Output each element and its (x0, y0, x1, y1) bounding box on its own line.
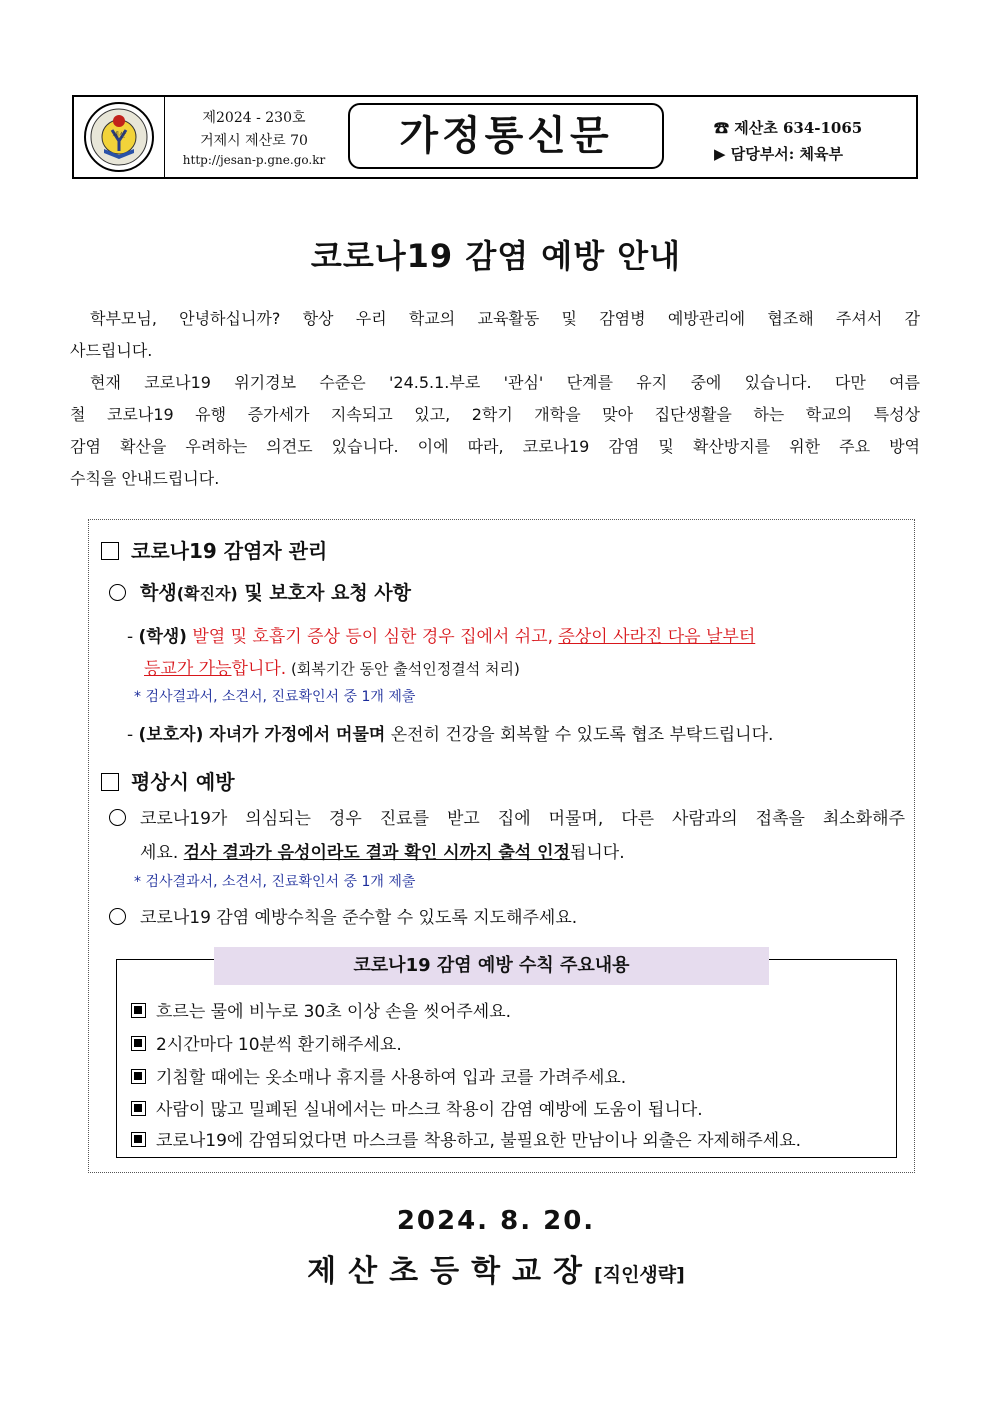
phone-contact: ☎ 제산초 634-1065 (714, 119, 863, 137)
empty-square-icon (101, 773, 119, 791)
document-submission-note-2: * 검사결과서, 소견서, 진료확인서 중 1개 제출 (134, 874, 416, 890)
issue-number: 제2024 - 230호 (202, 110, 306, 126)
subsection-requests: 학생(확진자) 및 보호자 요청 사항 (109, 578, 411, 605)
intro-p2-line3: 감염 확산을 우려하는 의견도 있습니다. 이에 따라, 코로나19 감염 및 확산방지를 위한 주요 방역 (70, 437, 920, 456)
student-instruction-cont: 등교가 가능합니다. (회복기간 동안 출석인정결석 처리) (144, 659, 520, 679)
intro-p2-line4: 수칙을 안내드립니다. (70, 469, 220, 488)
school-logo (74, 97, 164, 177)
circle-bullet-icon (109, 908, 126, 925)
rules-title: 코로나19 감염 예방 수칙 주요내용 (214, 947, 769, 985)
department: ▶ 담당부서: 체육부 (714, 145, 843, 163)
rule-item: 기침할 때에는 옷소매나 휴지를 사용하여 입과 코를 가려주세요. (131, 1063, 626, 1088)
prevention-item-1-cont: 세요. 검사 결과가 음성이라도 결과 확인 시까지 출석 인정됩니다. (140, 843, 625, 863)
rule-item: 2시간마다 10분씩 환기해주세요. (131, 1030, 402, 1055)
circle-bullet-icon (109, 584, 126, 601)
principal-signature: 제산초등학교장[직인생략] (307, 1254, 685, 1289)
doc-type-title: 가정통신문 (348, 103, 664, 169)
circle-bullet-icon (109, 809, 126, 826)
filled-square-icon (131, 1132, 146, 1147)
phone-icon: ☎ (714, 119, 730, 137)
rule-item: 사람이 많고 밀폐된 실내에서는 마스크 착용이 감염 예방에 도움이 됩니다. (131, 1095, 703, 1120)
prevention-item-2: 코로나19 감염 예방수칙을 준수할 수 있도록 지도해주세요. (109, 903, 577, 928)
filled-square-icon (131, 1003, 146, 1018)
guardian-instruction: - (보호자) 자녀가 가정에서 머물며 온전히 건강을 회복할 수 있도록 협조 부탁드립니다. (127, 725, 774, 745)
student-instruction: - (학생) 발열 및 호흡기 증상 등이 심한 경우 집에서 쉬고, 증상이 사라진 다음 날부터 (127, 627, 756, 647)
filled-square-icon (131, 1101, 146, 1116)
intro-p1-line1: 학부모님, 안녕하십니까? 항상 우리 학교의 교육활동 및 감염병 예방관리에 협조해 주셔서 감 (90, 309, 920, 328)
intro-p1-line2: 사드립니다. (70, 341, 153, 360)
intro-p2-line2: 철 코로나19 유행 증가세가 지속되고 있고, 2학기 개학을 맞아 집단생활을 하는 학교의 특성상 (70, 405, 920, 424)
issue-date: 2024. 8. 20. (396, 1206, 596, 1236)
filled-square-icon (131, 1069, 146, 1084)
school-logo-cell (74, 97, 165, 177)
rule-item: 흐르는 물에 비누로 30초 이상 손을 씻어주세요. (131, 997, 511, 1022)
empty-square-icon (101, 542, 119, 560)
prevention-rules-box (116, 955, 897, 1158)
svg-text:제산: 제산 (112, 131, 126, 139)
school-url[interactable]: http://jesan-p.gne.go.kr (182, 153, 326, 167)
page-title: 코로나19 감염 예방 안내 (310, 237, 682, 275)
school-info (165, 97, 345, 177)
triangle-right-icon: ▶ (714, 145, 726, 163)
prevention-item-1: 코로나19가 의심되는 경우 진료를 받고 집에 머물며, 다른 사람과의 접촉을 최소화해주 (109, 804, 905, 829)
letterhead (72, 95, 918, 179)
section-heading-daily-prevention: 평상시 예방 (101, 766, 235, 795)
section-heading-patient-management: 코로나19 감염자 관리 (101, 535, 327, 564)
intro-p2-line1: 현재 코로나19 위기경보 수준은 '24.5.1.부로 '관심' 단계를 유지 중에 있습니다. 다만 여름 (90, 373, 920, 392)
filled-square-icon (131, 1036, 146, 1051)
document-submission-note: * 검사결과서, 소견서, 진료확인서 중 1개 제출 (134, 689, 416, 705)
school-address: 거제시 제산로 70 (200, 133, 308, 149)
rule-item: 코로나19에 감염되었다면 마스크를 착용하고, 불필요한 만남이나 외출은 자제해주세요. (131, 1126, 801, 1151)
